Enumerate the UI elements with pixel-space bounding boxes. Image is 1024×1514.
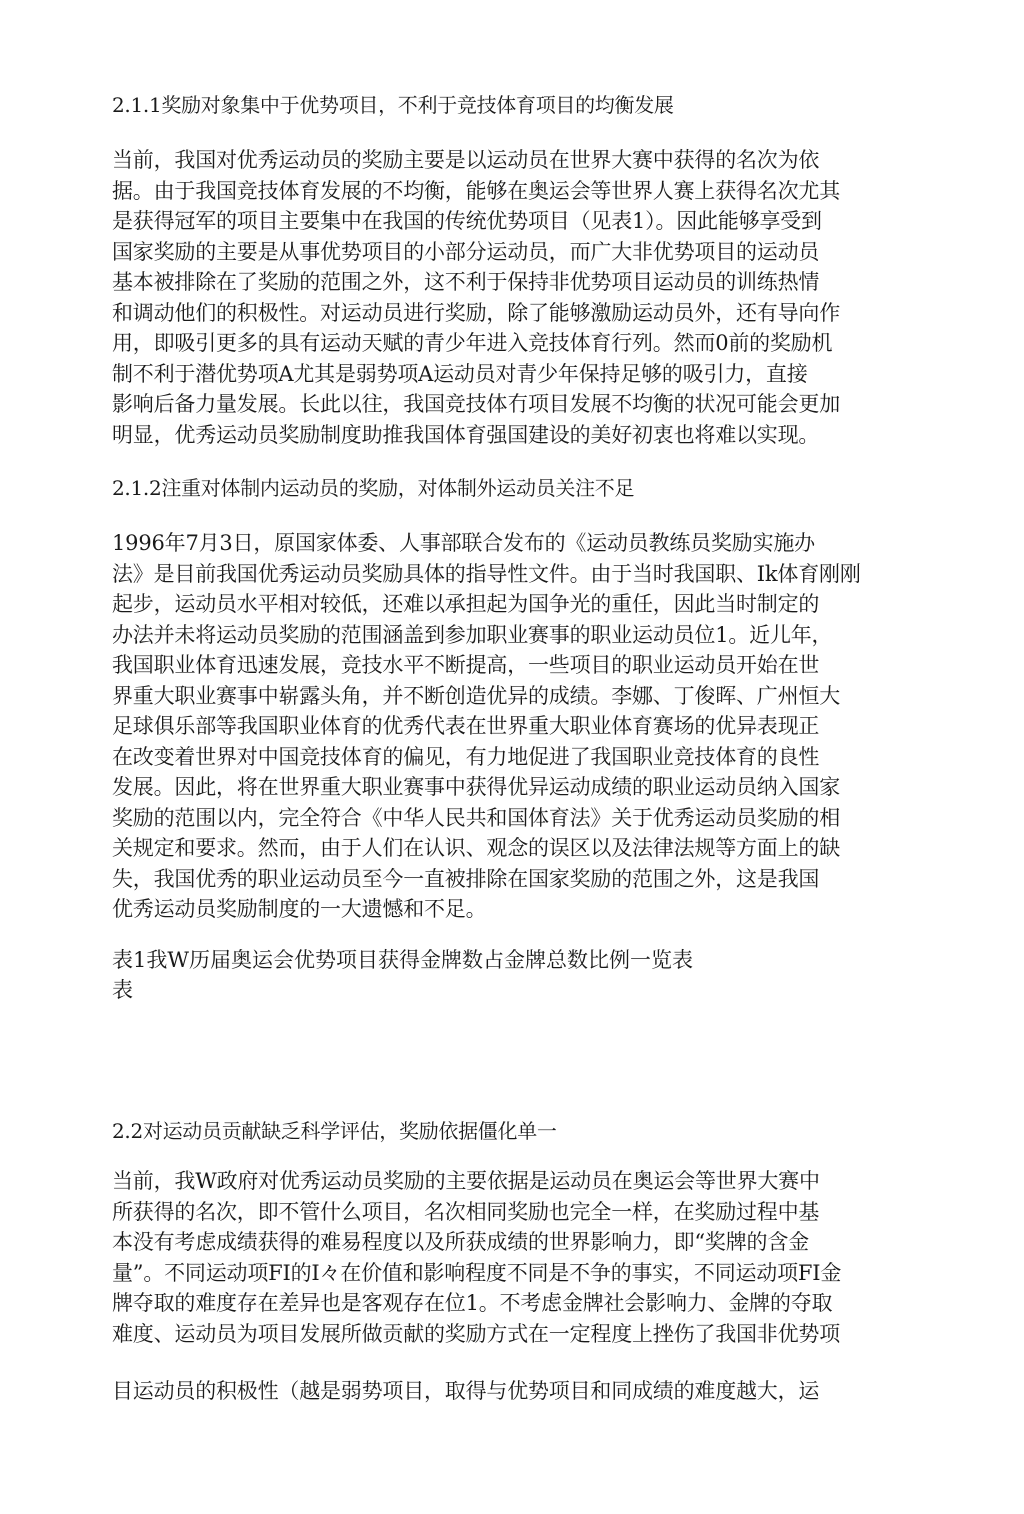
table-caption: 表1我W历届奥运会优势项目获得金牌数占金牌总数比例一览表 (112, 948, 693, 972)
text-line: 失，我国优秀的职业运动员至今一直被排除在国家奖励的范围之外，这是我国 (112, 866, 820, 891)
text-line: 据。由于我国竞技体育发展的不均衡，能够在奥运会等世界人赛上获得名次尤其 (112, 178, 840, 203)
text-line: 所获得的名次，即不管什么项目，名次相同奖励也完全一样，在奖励过程中基 (112, 1199, 820, 1224)
text-line: 量”。不同运动项FI的I々在价值和影响程度不同是不争的事实，不同运动项FI金 (112, 1260, 842, 1285)
text-line: 明显，优秀运动员奖励制度助推我国体育强国建设的美好初衷也将难以实现。 (112, 422, 820, 447)
text-line: 和调动他们的积极性。对运动员进行奖励，除了能够激励运动员外，还有导向作 (112, 300, 840, 325)
text-line: 在改变着世界对中国竞技体育的偏见，有力地促进了我国职业竞技体育的良性 (112, 744, 820, 769)
text-line: 关规定和要求。然而，由于人们在认识、观念的误区以及法律法规等方面上的缺 (112, 836, 840, 860)
text-line: 基本被排除在了奖励的范围之外，这不利于保持非优势项目运动员的训练热情 (112, 270, 820, 294)
text-line: 法》是目前我国优秀运动员奖励具体的指导性文件。由于当时我国职、Ik体育刚刚 (112, 561, 861, 586)
section-heading-2-2: 2.2对运动员贡献缺乏科学评估，奖励依据僵化单一 (112, 1119, 557, 1143)
table-label: 表 (112, 978, 133, 1002)
text-line: 界重大职业赛事中崭露头角，并不断创造优异的成绩。李娜、丁俊晖、广州恒大 (112, 683, 840, 708)
text-line: 当前，我国对优秀运动员的奖励主要是以运动员在世界大赛中获得的名次为依 (112, 148, 820, 172)
text-line: 目运动员的积极性（越是弱势项目，取得与优势项目和同成绩的难度越大，运 (112, 1379, 820, 1403)
text-line: 制不利于潜优势项A尤其是弱势项A运动员对青少年保持足够的吸引力，直接 (112, 361, 808, 386)
text-line: 发展。因此，将在世界重大职业赛事中获得优异运动成绩的职业运动员纳入国家 (112, 775, 840, 799)
text-line: 难度、运动员为项目发展所做贡献的奖励方式在一定程度上挫伤了我国非优势项 (112, 1321, 840, 1346)
text-line: 影响后备力量发展。长此以往，我国竞技体冇项目发展不均衡的状况可能会更加 (112, 392, 840, 416)
paragraph-2-1-2 (112, 528, 861, 925)
text-line: 用，即吸引更多的具有运动天赋的青少年进入竞技体育行列。然而0前的奖励机 (112, 331, 833, 355)
section-heading-2-1-1: 2.1.1奖励对象集中于优势项目，不利于竞技体育项目的均衡发展 (112, 93, 674, 117)
text-line: 奖励的范围以内，完全符合《中华人民共和国体育法》关于优秀运动员奖励的相 (112, 805, 840, 830)
text-line: 起步，运动员水平相对较低，还难以承担起为国争光的重任，因此当时制定的 (112, 592, 820, 616)
text-line: 办法并未将运动员奖励的范围涵盖到参加职业赛事的职业运动员位1。近儿年， (112, 622, 833, 647)
text-line: 我国职业体育迅速发展，竞技水平不断提高，一些项目的职业运动员开始在世 (112, 653, 820, 677)
paragraph-2-2-continued (112, 1376, 819, 1407)
text-line: 是获得冠军的项目主要集中在我国的传统优势项目（见表1）。因此能够享受到 (112, 209, 822, 233)
section-heading-2-1-2: 2.1.2注重对体制内运动员的奖励，对体制外运动员关注不足 (112, 476, 635, 500)
text-line: 1996年7月3日，原国家体委、人事部联合发布的《运动员教练员奖励实施办 (112, 531, 815, 555)
paragraph-2-1-1 (112, 145, 840, 450)
paragraph-2-2 (112, 1166, 841, 1349)
text-line: 国家奖励的主要是从事优势项目的小部分运动员，而广大非优势项目的运动员 (112, 239, 820, 264)
text-line: 当前，我W政府对优秀运动员奖励的主要依据是运动员在奥运会等世界大赛中 (112, 1169, 820, 1193)
text-line: 牌夺取的难度存在差异也是客观存在位1。不考虑金牌社会影响力、金牌的夺取 (112, 1291, 833, 1315)
text-line: 优秀运动员奖励制度的一大遗憾和不足。 (112, 897, 487, 921)
text-line: 本没有考虑成绩获得的难易程度以及所获成绩的世界影响力，即“奖牌的含金 (112, 1230, 809, 1254)
text-line: 足球俱乐部等我国职业体育的优秀代表在世界重大职业体育赛场的优异表现正 (112, 714, 820, 738)
